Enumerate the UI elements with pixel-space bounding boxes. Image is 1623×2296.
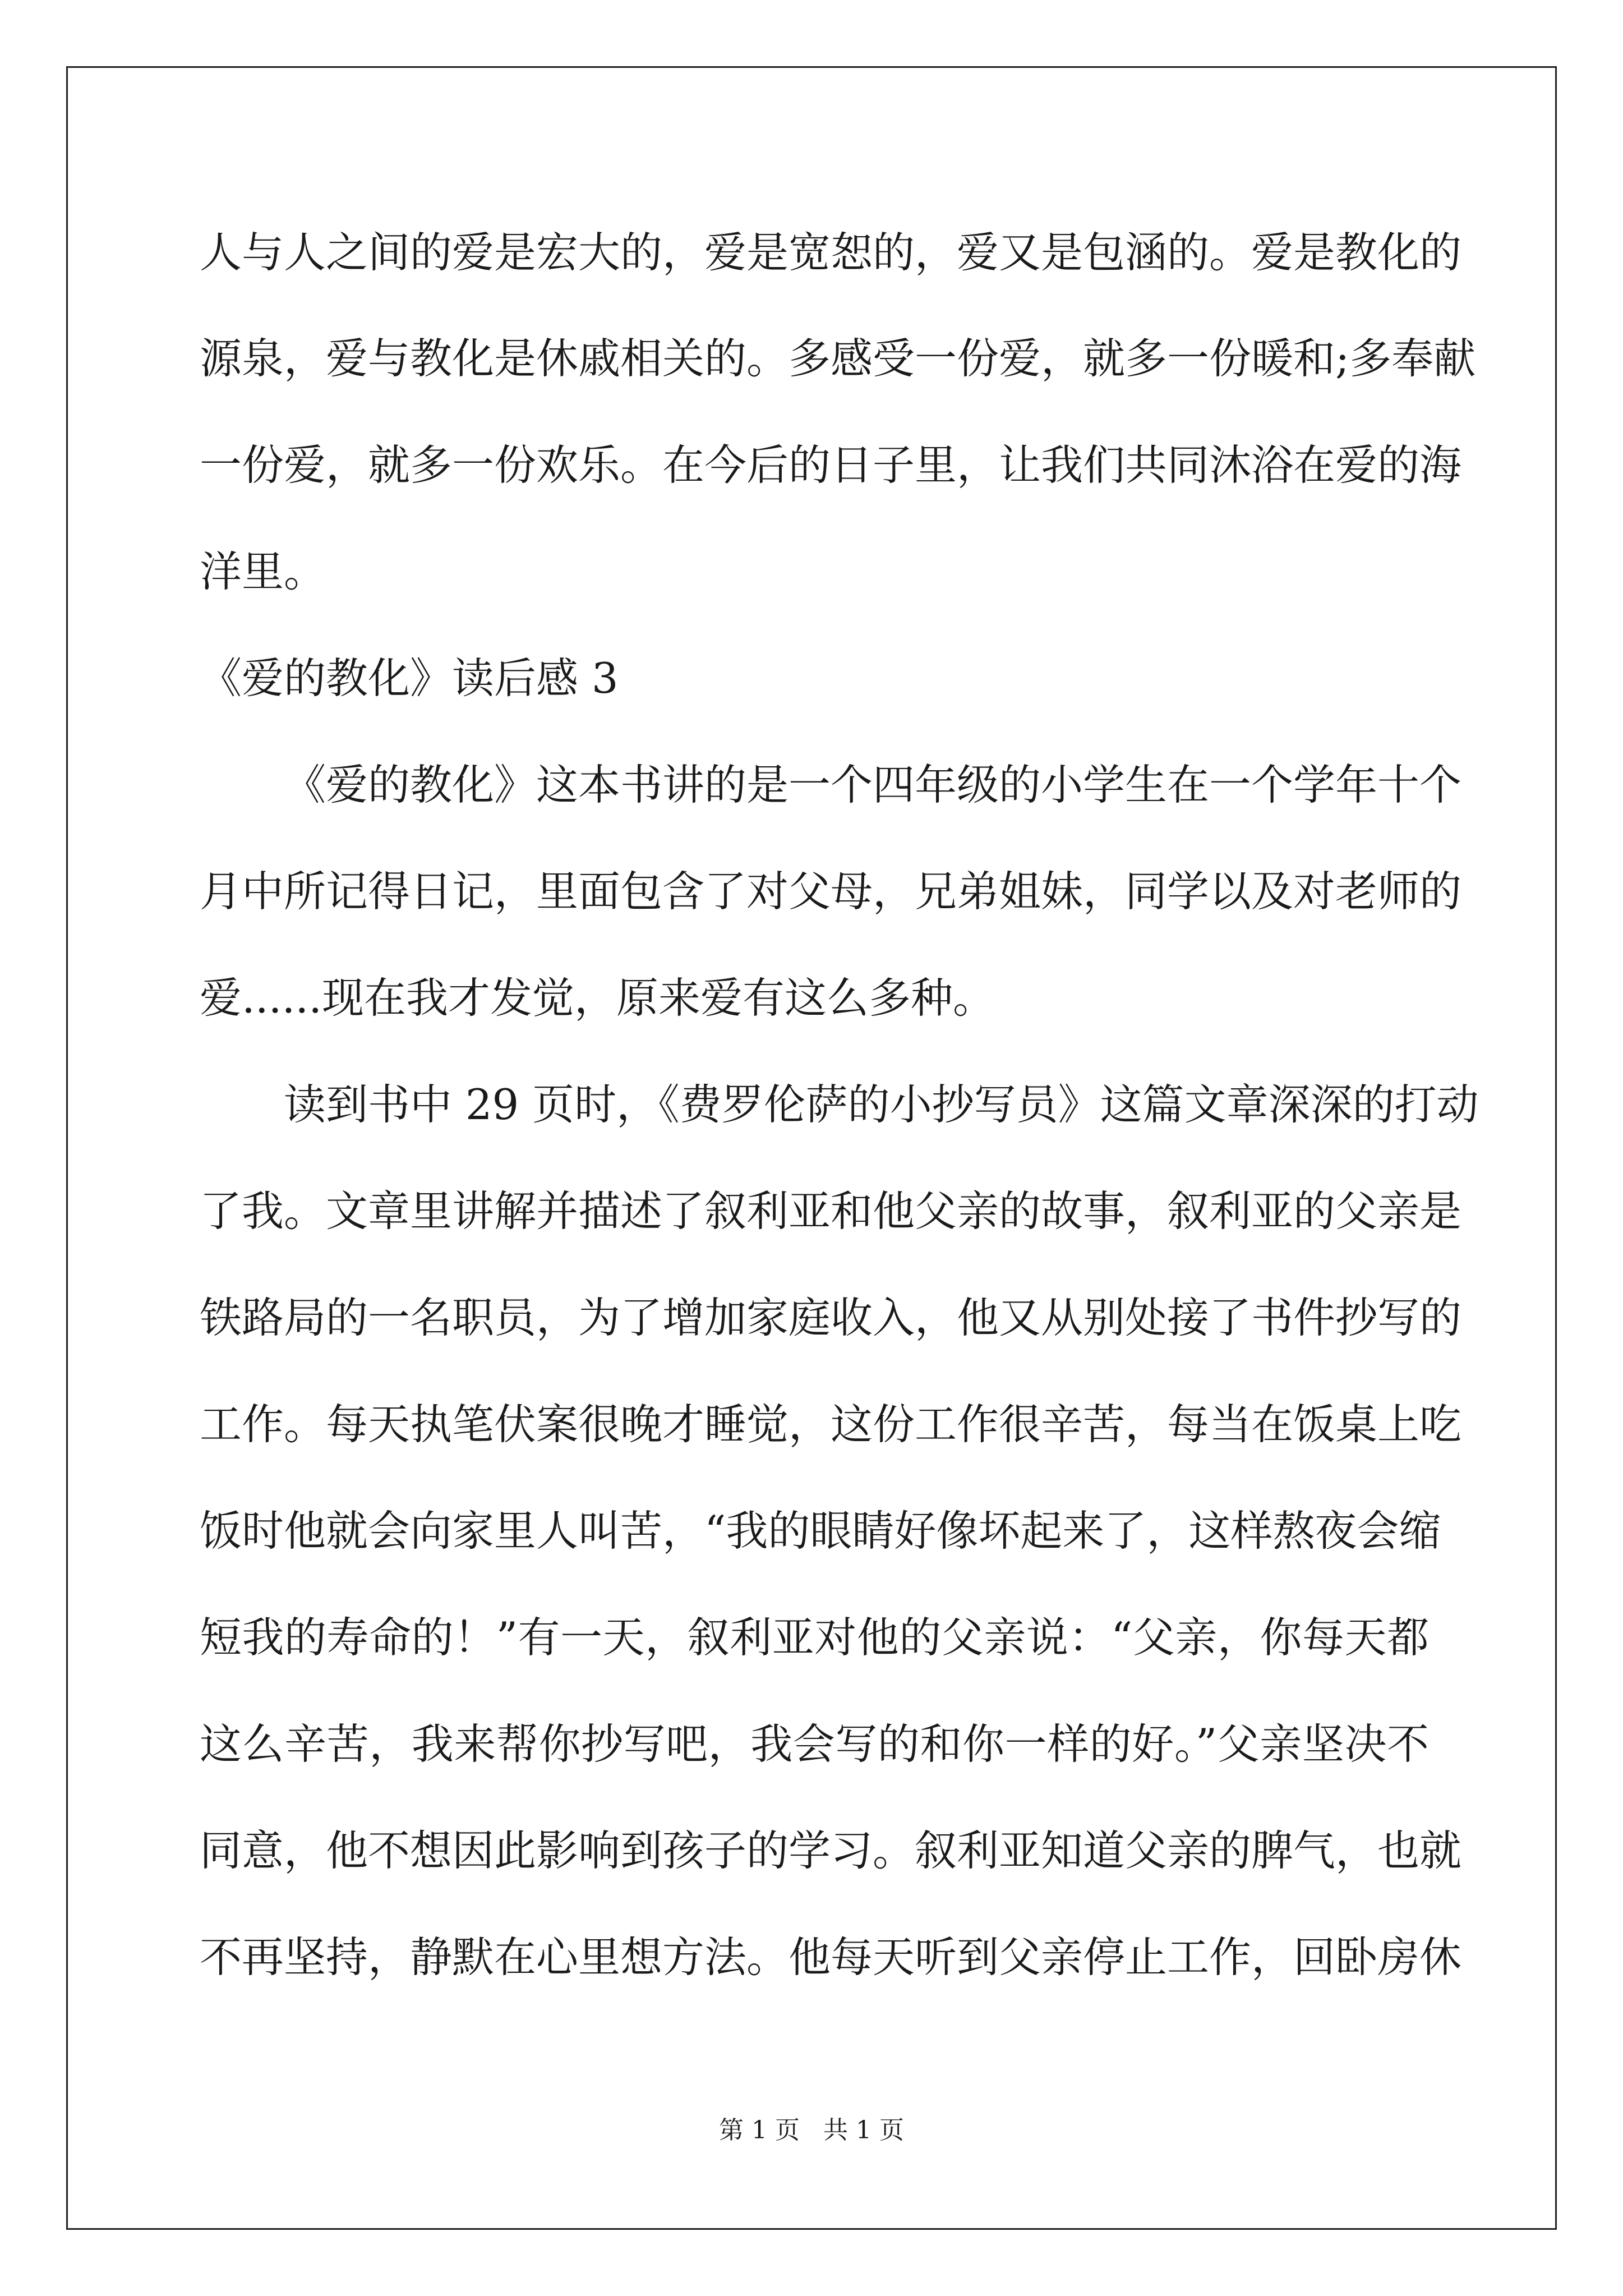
text-line: 读到书中 29 页时，《费罗伦萨的小抄写员》这篇文章深深的打动 [284, 1080, 1479, 1129]
text-line: 源泉，爱与教化是休戚相关的。多感受一份爱，就多一份暖和;多奉献 [200, 334, 1476, 383]
text-line: 短我的寿命的！”有一天，叙利亚对他的父亲说：“父亲，你每天都 [200, 1613, 1429, 1662]
text-line: 这么辛苦，我来帮你抄写吧，我会写的和你一样的好。”父亲坚决不 [200, 1719, 1429, 1769]
text-line: 一份爱，就多一份欢乐。在今后的日子里，让我们共同沐浴在爱的海 [200, 440, 1462, 490]
section-heading: 《爱的教化》读后感 3 [200, 654, 619, 703]
text-line: 同意，他不想因此影响到孩子的学习。叙利亚知道父亲的脾气，也就 [200, 1826, 1462, 1875]
text-line: 洋里。 [200, 547, 326, 596]
text-line: 饭时他就会向家里人叫苦，“我的眼睛好像坏起来了，这样熬夜会缩 [200, 1506, 1441, 1556]
page-total: 共 1 页 [823, 2116, 904, 2145]
text-line: 人与人之间的爱是宏大的，爱是宽恕的，爱又是包涵的。爱是教化的 [200, 228, 1462, 277]
page-frame [66, 66, 1557, 2230]
text-line: 了我。文章里讲解并描述了叙利亚和他父亲的故事，叙利亚的父亲是 [200, 1186, 1462, 1236]
page-number: 第 1 页 [719, 2116, 800, 2145]
page-footer [0, 2114, 1623, 2147]
text-line: 铁路局的一名职员，为了增加家庭收入，他又从别处接了书件抄写的 [200, 1293, 1462, 1342]
text-line: 爱......现在我才发觉，原来爱有这么多种。 [200, 973, 995, 1023]
text-line: 《爱的教化》这本书讲的是一个四年级的小学生在一个学年十个 [284, 760, 1462, 809]
text-line: 月中所记得日记，里面包含了对父母，兄弟姐妹，同学以及对老师的 [200, 867, 1462, 916]
text-line: 不再坚持，静默在心里想方法。他每天听到父亲停止工作，回卧房休 [200, 1932, 1462, 1982]
text-line: 工作。每天执笔伏案很晚才睡觉，这份工作很辛苦，每当在饭桌上吃 [200, 1400, 1462, 1449]
